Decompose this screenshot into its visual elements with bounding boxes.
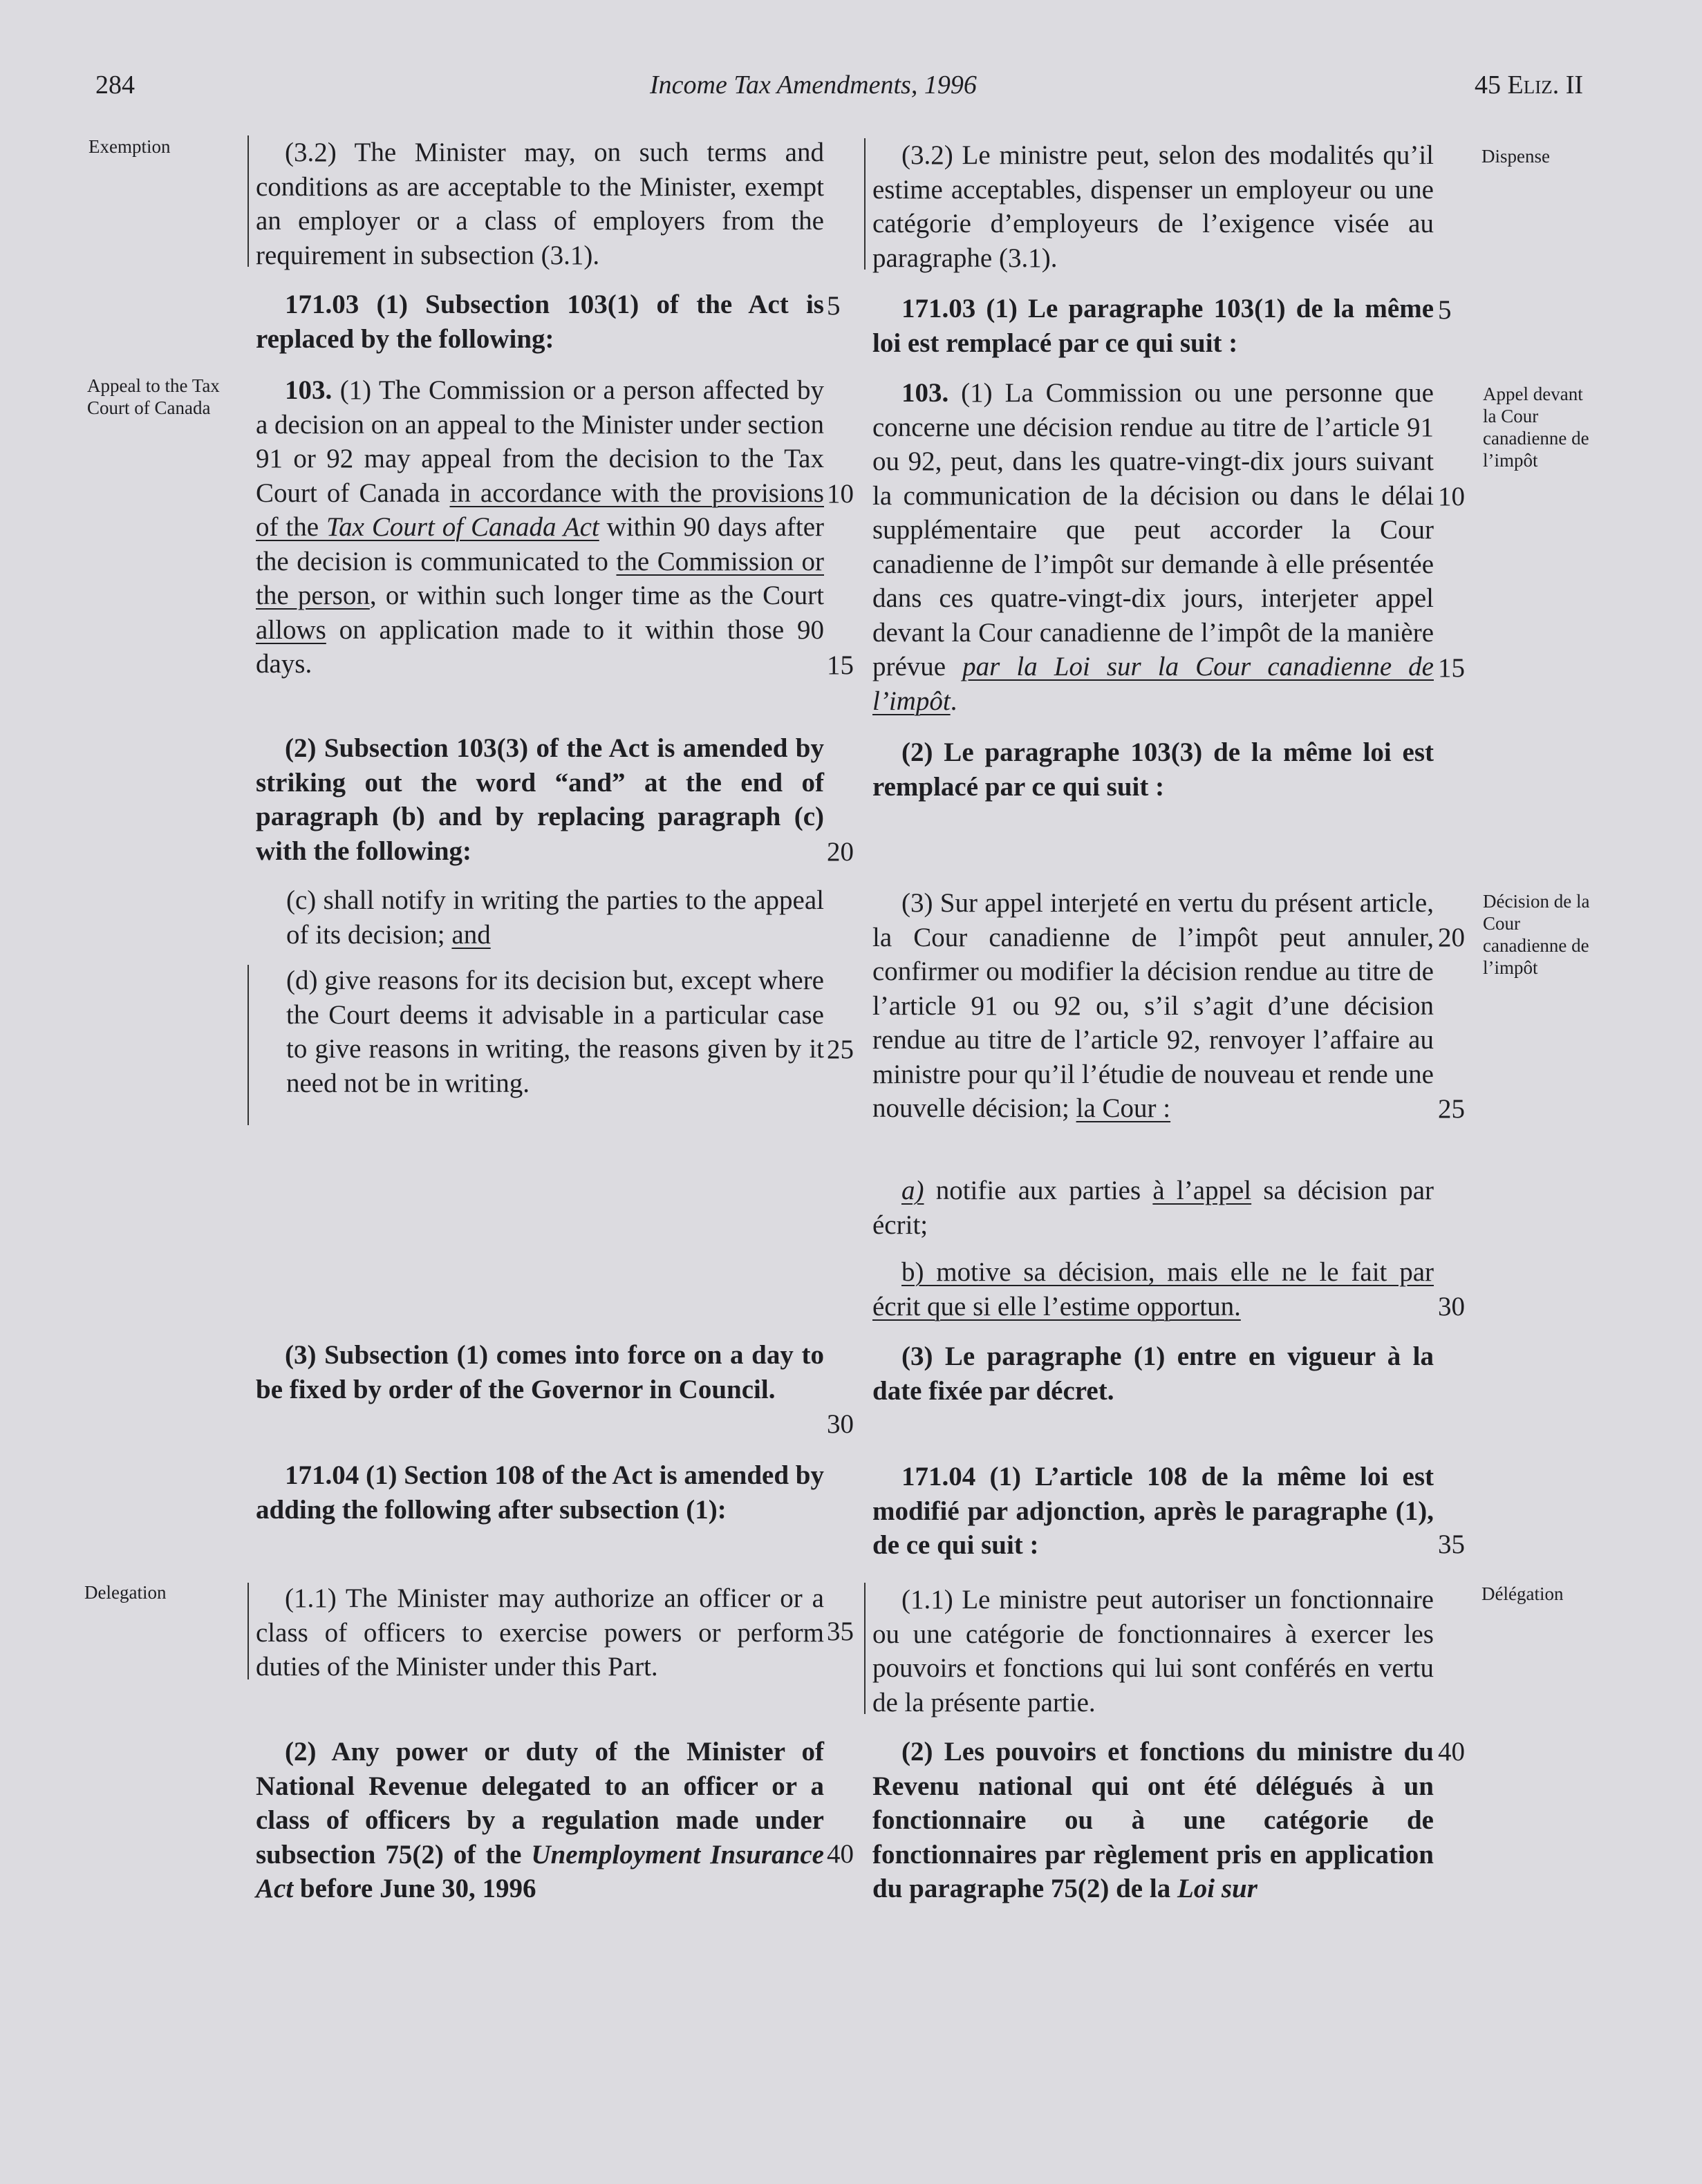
en-text: on application made to it within those 90 days. [256, 614, 824, 679]
line-number: 15 [827, 650, 854, 680]
line-number: 30 [827, 1409, 854, 1439]
fr-subsection-3 [872, 886, 1434, 1126]
line-number: 30 [1438, 1292, 1465, 1321]
change-bar [247, 135, 249, 267]
en-paragraph-d: (d) give reasons for its decision but, except where the Court deems it advisable in a particular case to give reasons in writing, the reasons given by it need not be in writing. [286, 966, 824, 1098]
margin-note-delegation-fr: Délégation [1481, 1583, 1564, 1604]
line-number: 35 [827, 1617, 854, 1646]
en-text: , or within such longer time as the Court [369, 581, 824, 610]
en-subsection-3-2: (3.2) The Minister may, on such terms and conditions as are acceptable to the Minister, exempt an employer or a class of employers from the requirement in subsection (3.1). [256, 138, 824, 270]
en-section-number: 103. [285, 375, 333, 405]
line-number: 20 [1438, 923, 1465, 952]
line-number: 25 [827, 1035, 854, 1064]
en-text: before June 30, 1996 [293, 1874, 536, 1903]
en-paragraph-c [256, 883, 824, 952]
regnal-year: 45 Eliz. II [1475, 70, 1583, 100]
running-title: Income Tax Amendments, 1996 [650, 70, 977, 100]
fr-clause-171-03-1: 171.03 (1) Le paragraphe 103(1) de la même loi est remplacé par ce qui suit : [872, 294, 1434, 358]
fr-clause-171-04-2 [872, 1735, 1434, 1906]
change-bar [247, 1583, 249, 1679]
en-clause-171-03-3: (3) Subsection (1) comes into force on a day to be fixed by order of the Governor in Council. [256, 1340, 824, 1404]
margin-note-exemption: Exemption [88, 136, 171, 157]
change-bar [247, 965, 249, 1125]
fr-text: (2) Les pouvoirs et fonctions du ministre du Revenu national qui ont été délégués à un fonctionnaire ou à une catégorie de fonctionnaires par règlement pris en application du paragraphe 75(2) de la [872, 1737, 1434, 1903]
fr-clause-171-03-2: (2) Le paragraphe 103(3) de la même loi est remplacé par ce qui suit : [872, 737, 1434, 802]
line-number: 35 [1438, 1529, 1465, 1559]
margin-note-delegation: Delegation [84, 1582, 167, 1603]
line-number: 15 [1438, 653, 1465, 683]
line-number: 40 [827, 1839, 854, 1869]
en-text: (2) Any power or duty of the Minister of National Revenue delegated to an officer or a class of officers by a regulation made under subsection 75(2) of the [256, 1737, 824, 1870]
fr-paragraph-a [872, 1174, 1434, 1242]
fr-subsection-1-1: (1.1) Le ministre peut autoriser un fonctionnaire ou une catégorie de fonctionnaires à exercer les pouvoirs et fonctions qui lui sont conférés en vertu de la présente partie. [872, 1585, 1434, 1717]
fr-amended-text: la Cour : [1076, 1093, 1171, 1123]
margin-note-decision: Décision de la Cour canadienne de l’impôt [1483, 891, 1590, 978]
fr-section-number: 103. [901, 378, 949, 408]
line-number: 10 [1438, 482, 1465, 511]
change-bar [864, 138, 866, 270]
line-number: 5 [827, 291, 841, 321]
line-number: 5 [1438, 295, 1452, 325]
fr-section-103-1 [872, 376, 1434, 718]
line-number: 20 [827, 837, 854, 867]
en-clause-171-04-1: 171.04 (1) Section 108 of the Act is amended by adding the following after subsection (1): [256, 1460, 824, 1525]
line-number: 10 [827, 479, 854, 509]
en-text: within 90 days after the decision is communicated to [256, 512, 825, 576]
en-act-title: Tax Court of Canada Act [326, 512, 599, 542]
fr-text: (3) Sur appel interjeté en vertu du présent article, la Cour canadienne de l’impôt peut annuler, confirmer ou modifier la décision rendue au titre de l’article 91 ou 92 ou, s’il s’agit d’une décision rendue au titre de l’article 92, renvoyer l’affaire au ministre pour qu’il l’étudie de nouveau et rende une nouvelle décision; [872, 888, 1434, 1123]
en-clause-171-03-1: 171.03 (1) Subsection 103(1) of the Act is replaced by the following: [256, 290, 824, 354]
en-amended-text: allows [256, 614, 326, 645]
en-section-103-1 [256, 373, 824, 681]
line-number: 40 [1438, 1737, 1465, 1767]
fr-paragraph-b: b) motive sa décision, mais elle ne le fait par écrit que si elle l’estime opportun. [872, 1257, 1434, 1321]
margin-note-appeal: Appeal to the Tax Court of Canada [87, 375, 220, 418]
fr-text: (1) La Commission ou une personne que concerne une décision rendue au titre de l’article 91 ou 92, peut, dans les quatre-vingt-dix jours suivant la communication de la décision ou dans le délai supplémentaire que peut accorder la Cour canadienne de l’impôt sur demande à elle présentée dans ces quatre-vingt-dix jours, interjeter appel devant la Cour canadienne de l’impôt de la manière prévue [872, 378, 1434, 681]
fr-amended-text: à l’appel [1152, 1176, 1252, 1205]
en-text: (c) shall notify in writing the parties to the appeal of its decision; [286, 885, 824, 950]
page-number: 284 [95, 70, 135, 100]
change-bar [864, 1583, 866, 1714]
fr-paragraph-letter: a) [901, 1176, 924, 1205]
fr-subsection-3-2: (3.2) Le ministre peut, selon des modalités qu’il estime acceptables, dispenser un employeur ou une catégorie d’employeurs de l’exigence visée au paragraphe (3.1). [872, 140, 1434, 273]
en-subsection-1-1: (1.1) The Minister may authorize an officer or a class of officers to exercise powers or perform duties of the Minister under this Part. [256, 1583, 824, 1682]
en-amended-text: and [451, 919, 491, 950]
en-text: (1) The Commission or a person affected by a decision on an appeal to the Minister under section 91 or 92 may appeal from the decision to the Tax Court of Canada [256, 375, 825, 508]
fr-text: . [950, 686, 957, 716]
fr-amended-text: par la Loi sur la Cour canadienne de l’impôt [872, 652, 1434, 716]
fr-text: notifie aux parties [924, 1176, 1153, 1205]
fr-act-title: Loi sur [1177, 1874, 1257, 1903]
margin-note-appel: Appel devant la Cour canadienne de l’impôt [1483, 384, 1589, 471]
en-amended-text: the Commission or the person [256, 546, 825, 610]
fr-text: sa décision par écrit; [872, 1176, 1434, 1240]
fr-clause-171-03-3: (3) Le paragraphe (1) entre en vigueur à la date fixée par décret. [872, 1342, 1434, 1406]
margin-note-dispense: Dispense [1481, 146, 1550, 167]
en-clause-171-03-2: (2) Subsection 103(3) of the Act is amended by striking out the word “and” at the end of paragraph (b) and by replacing paragraph (c) with the following: [256, 733, 824, 866]
en-act-title: Unemployment Insurance Act [256, 1839, 824, 1903]
en-amended-text: in accordance with the provisions of the [256, 478, 824, 542]
en-clause-171-04-2 [256, 1735, 824, 1906]
fr-clause-171-04-1: 171.04 (1) L’article 108 de la même loi est modifié par adjonction, après le paragraphe (1), de ce qui suit : [872, 1462, 1434, 1560]
line-number: 25 [1438, 1094, 1465, 1124]
